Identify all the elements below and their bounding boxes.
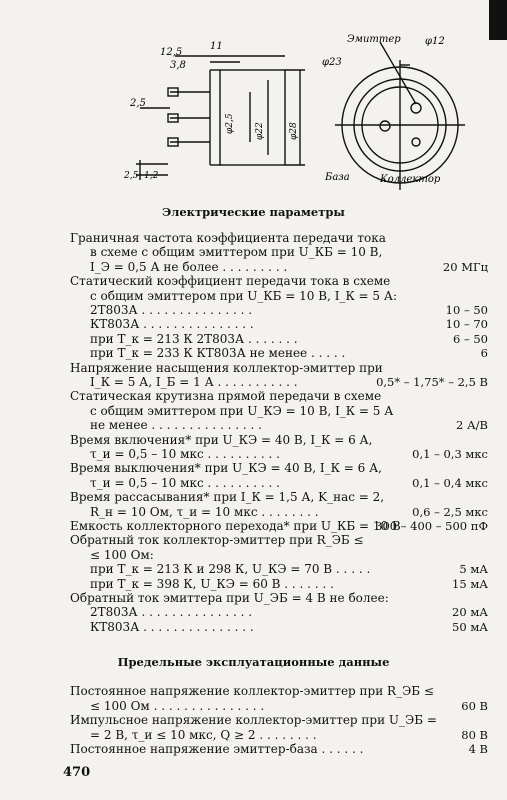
param-value: 0,1 – 0,3 мкс: [412, 447, 488, 461]
param-text: КТ803А . . . . . . . . . . . . . . .: [90, 619, 254, 634]
param-text: 2Т803А . . . . . . . . . . . . . . .: [90, 605, 253, 620]
param-text: при T_к = 213 К и 298 К, U_КЭ = 70 В . . . . .: [90, 562, 371, 577]
param-text: τ_и = 0,5 – 10 мкс . . . . . . . . . .: [90, 475, 280, 490]
param-text: Постоянное напряжение коллектор-эмиттер при R_ЭБ ≤: [70, 684, 434, 698]
param-row: [70, 741, 488, 757]
base-label: База: [325, 172, 350, 183]
param-row: [90, 698, 488, 714]
param-text: τ_и = 0,5 – 10 мкс . . . . . . . . . .: [90, 447, 280, 461]
param-text: Статическая крутизна прямой передачи в схеме: [70, 389, 382, 404]
dim-label: φ12: [425, 36, 445, 47]
param-value: 0,5* – 1,75* – 2,5 В: [376, 375, 488, 389]
dim-label: 11: [210, 41, 223, 52]
param-value: 15 мА: [452, 576, 488, 591]
param-value: 20 МГц: [442, 259, 488, 274]
section-heading-electrical: Электрические параметры: [162, 205, 345, 219]
param-value: 5 мА: [459, 562, 488, 577]
param-row: [70, 683, 488, 699]
param-text: ≤ 100 Ом . . . . . . . . . . . . . . .: [90, 698, 265, 713]
dim-label: 12,5: [160, 47, 183, 58]
param-value: 6 – 50: [452, 331, 488, 346]
param-text: Время рассасывания* при I_К = 1,5 А, K_нас = 2,: [70, 490, 385, 505]
param-text: I_Э = 0,5 А не более . . . . . . . . .: [90, 259, 288, 274]
param-text: Время включения* при U_КЭ = 40 В, I_К = 6 А,: [70, 432, 373, 447]
param-text: Время выключения* при U_КЭ = 40 В, I_К = 6 А,: [70, 461, 382, 476]
param-text: Обратный ток коллектор-эмиттер при R_ЭБ ≤: [70, 533, 364, 548]
param-text: КТ803А . . . . . . . . . . . . . . .: [90, 317, 254, 332]
dim-label: 2,5: [130, 98, 146, 109]
param-text: Емкость коллекторного перехода* при U_КБ = 10 В: [70, 519, 401, 533]
dim-label: φ28: [289, 122, 299, 140]
param-value: 10 – 50: [445, 303, 488, 317]
param-text: Импульсное напряжение коллектор-эмиттер при U_ЭБ =: [70, 713, 437, 728]
param-value: 80 В: [461, 727, 488, 742]
param-text: Напряжение насыщения коллектор-эмиттер при: [70, 360, 383, 375]
param-text: R_н = 10 Ом, τ_и = 10 мкс . . . . . . . .: [90, 504, 319, 519]
param-text: при T_к = 233 К КТ803А не менее . . . . .: [90, 346, 346, 361]
param-row: [90, 727, 488, 743]
param-text: Статический коэффициент передачи тока в схеме: [70, 274, 391, 289]
dim-label: φ2,5: [225, 113, 235, 134]
param-value: 10 – 70: [445, 317, 488, 332]
param-text: I_К = 5 А, I_Б = 1 А . . . . . . . . . . .: [90, 375, 298, 389]
transistor-drawing: [100, 30, 480, 190]
param-value: 0,1 – 0,4 мкс: [412, 475, 488, 490]
param-text: 2Т803А . . . . . . . . . . . . . . .: [90, 303, 253, 317]
page-number: 470: [63, 765, 91, 780]
param-value: 4 В: [468, 742, 488, 757]
dim-label: φ23: [322, 57, 342, 68]
param-text: при T_к = 213 К 2Т803А . . . . . . .: [90, 331, 298, 346]
dim-label: φ22: [255, 122, 265, 140]
param-text: = 2 В, τ_и ≤ 10 мкс, Q ≥ 2 . . . . . . . .: [90, 727, 317, 742]
param-value: 2 А/В: [455, 418, 488, 433]
param-text: с общим эмиттером при U_КЭ = 10 В, I_К = 5 А: [90, 403, 394, 418]
param-row: [70, 712, 488, 728]
param-value: 50 мА: [452, 619, 488, 634]
dim-label: 1,2: [144, 171, 159, 181]
param-text: не менее . . . . . . . . . . . . . . .: [90, 418, 262, 433]
param-text: ≤ 100 Ом:: [90, 547, 154, 562]
param-text: при T_к = 398 К, U_КЭ = 60 В . . . . . . .: [90, 576, 334, 591]
param-value: 60 В: [461, 698, 488, 713]
collector-label: Коллектор: [380, 174, 441, 185]
param-row: [90, 619, 488, 635]
dim-label: 3,8: [170, 60, 186, 71]
param-text: Обратный ток эмиттера при U_ЭБ = 4 В не более:: [70, 591, 389, 605]
param-text: Постоянное напряжение эмиттер-база . . . . . .: [70, 742, 364, 757]
param-value: 6: [480, 346, 488, 361]
param-value: 300 – 400 – 500 пФ: [375, 519, 488, 533]
emitter-label: Эмиттер: [347, 34, 401, 45]
dim-label: 2,5: [124, 171, 139, 181]
param-value: 20 мА: [452, 605, 488, 620]
param-text: Граничная частота коэффициента передачи тока: [70, 231, 386, 245]
param-value: 0,6 – 2,5 мкс: [412, 504, 488, 519]
param-text: с общим эмиттером при U_КБ = 10 В, I_К = 5 А:: [90, 288, 397, 303]
page-corner-mark: [489, 0, 507, 40]
param-text: в схеме с общим эмиттером при U_КБ = 10 В,: [90, 245, 383, 260]
section-heading-limits: Предельные эксплуатационные данные: [117, 655, 390, 669]
